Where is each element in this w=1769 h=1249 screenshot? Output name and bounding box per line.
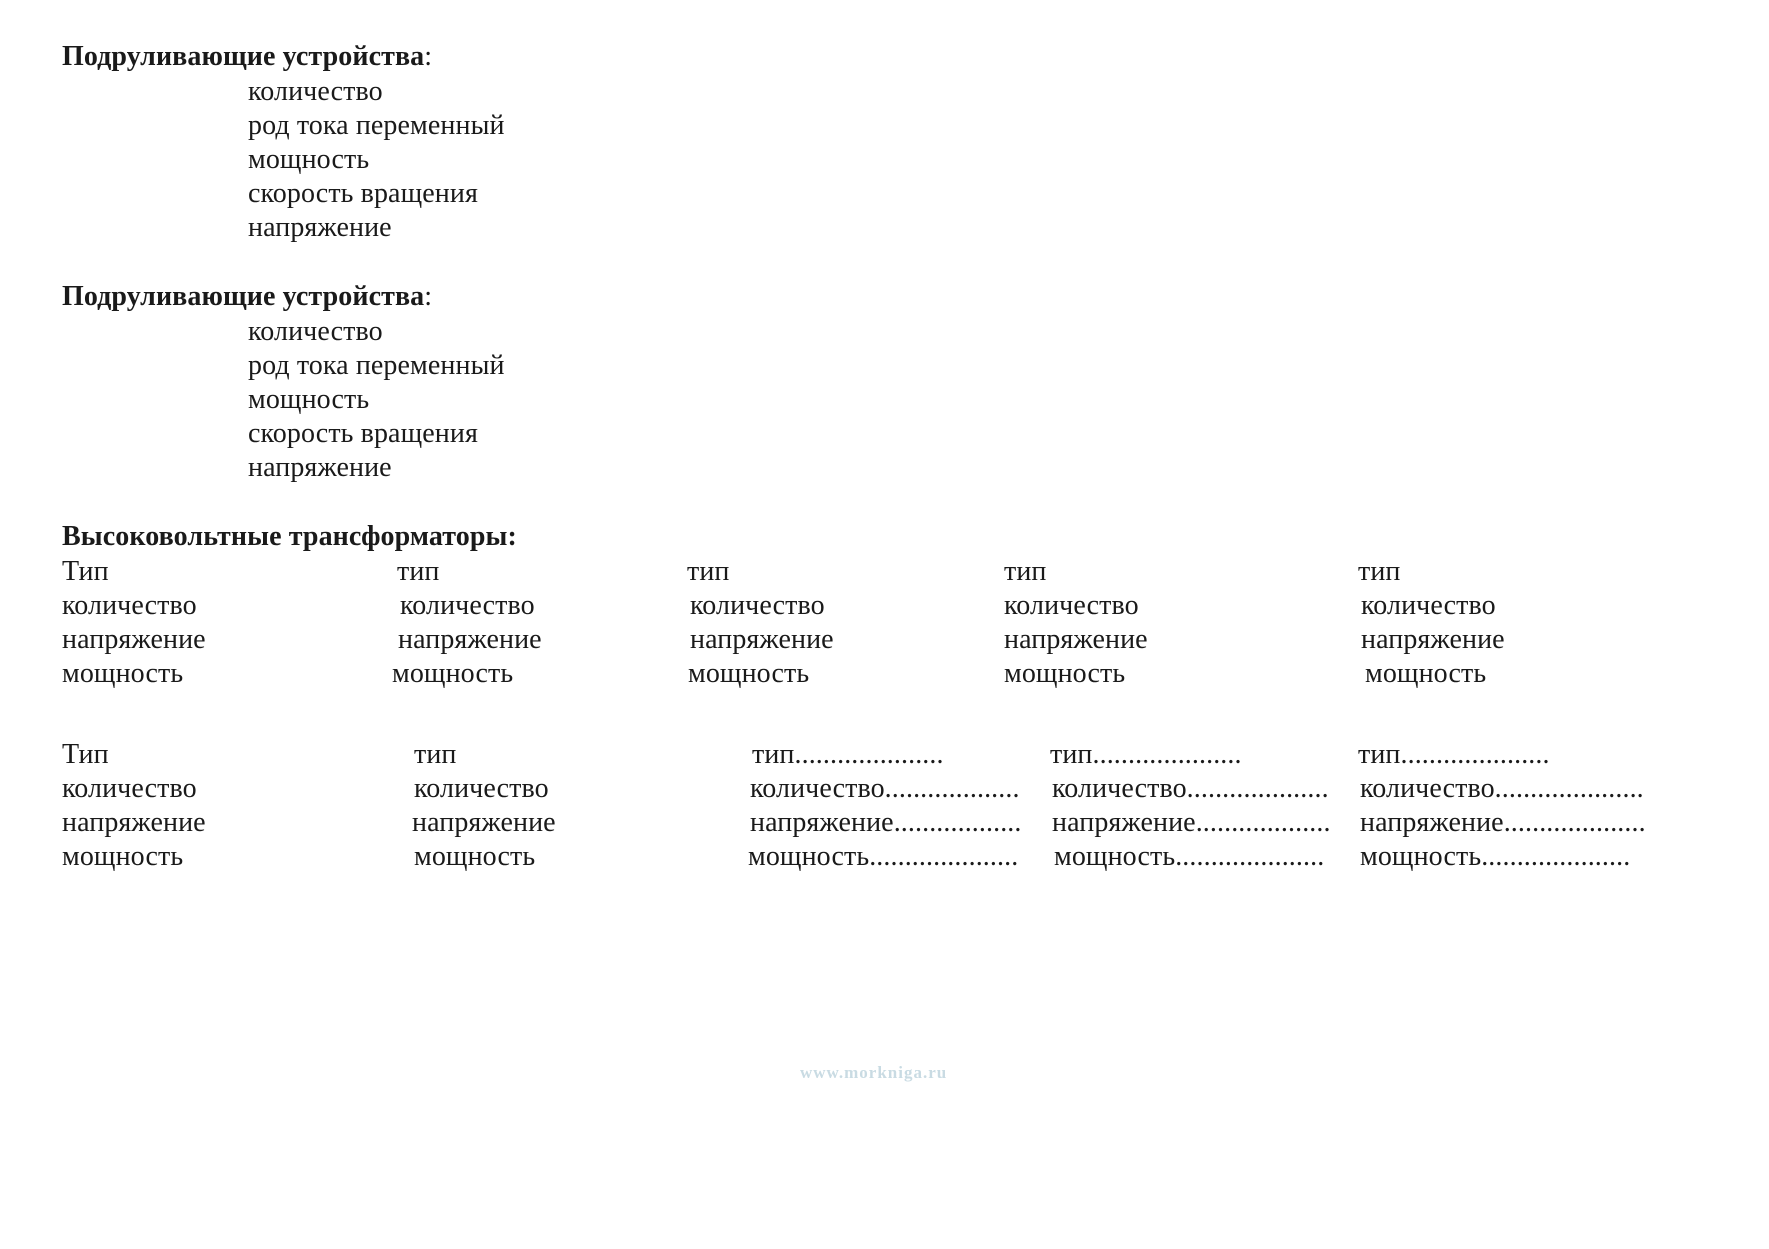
thrusters-1-item-current-type: род тока переменный (248, 110, 505, 141)
g2-c2-qty: количество (414, 773, 549, 804)
g2-c2-type: тип (414, 739, 457, 770)
g1-c4-qty: количество (1004, 590, 1139, 621)
g2-c3-type: тип..................... (752, 739, 944, 770)
g1-c3-voltage: напряжение (690, 624, 834, 655)
g1-c1-qty: количество (62, 590, 197, 621)
g1-c4-voltage: напряжение (1004, 624, 1148, 655)
g1-c5-power: мощность (1365, 658, 1487, 689)
thrusters-1-item-voltage: напряжение (248, 212, 392, 243)
g1-c3-type: тип (687, 556, 730, 587)
thrusters-1-item-quantity: количество (248, 76, 383, 107)
thrusters-heading-1: Подруливающие устройства: (62, 41, 433, 72)
g2-c4-voltage: напряжение................... (1052, 807, 1331, 838)
thrusters-1-item-rotation-speed: скорость вращения (248, 178, 478, 209)
g1-c5-qty: количество (1361, 590, 1496, 621)
g2-c4-type: тип..................... (1050, 739, 1242, 770)
g1-c1-voltage: напряжение (62, 624, 206, 655)
thrusters-2-item-voltage: напряжение (248, 452, 392, 483)
g2-c1-qty: количество (62, 773, 197, 804)
g2-c2-power: мощность (414, 841, 536, 872)
g2-c1-type: Тип (62, 739, 109, 770)
transformers-heading: Высоковольтные трансформаторы: (62, 521, 517, 552)
g2-c5-voltage: напряжение.................... (1360, 807, 1646, 838)
g1-c5-type: тип (1358, 556, 1401, 587)
watermark-text: www.morkniga.ru (800, 1063, 948, 1082)
g2-c1-voltage: напряжение (62, 807, 206, 838)
g1-c4-type: тип (1004, 556, 1047, 587)
g1-c3-qty: количество (690, 590, 825, 621)
g2-c4-power: мощность..................... (1054, 841, 1325, 872)
g2-c5-qty: количество..................... (1360, 773, 1644, 804)
g1-c1-power: мощность (62, 658, 184, 689)
g2-c3-qty: количество................... (750, 773, 1020, 804)
g2-c2-voltage: напряжение (412, 807, 556, 838)
thrusters-1-item-power: мощность (248, 144, 370, 175)
thrusters-2-item-current-type: род тока переменный (248, 350, 505, 381)
thrusters-2-item-rotation-speed: скорость вращения (248, 418, 478, 449)
g2-c4-qty: количество.................... (1052, 773, 1329, 804)
thrusters-2-item-power: мощность (248, 384, 370, 415)
g2-c1-power: мощность (62, 841, 184, 872)
g1-c2-qty: количество (400, 590, 535, 621)
thrusters-heading-2: Подруливающие устройства: (62, 281, 433, 312)
thrusters-2-item-quantity: количество (248, 316, 383, 347)
g1-c2-power: мощность (392, 658, 514, 689)
g2-c5-power: мощность..................... (1360, 841, 1631, 872)
g1-c5-voltage: напряжение (1361, 624, 1505, 655)
g1-c2-type: тип (397, 556, 440, 587)
g1-c1-type: Тип (62, 556, 109, 587)
g1-c3-power: мощность (688, 658, 810, 689)
g1-c4-power: мощность (1004, 658, 1126, 689)
g2-c3-voltage: напряжение.................. (750, 807, 1022, 838)
g1-c2-voltage: напряжение (398, 624, 542, 655)
g2-c5-type: тип..................... (1358, 739, 1550, 770)
g2-c3-power: мощность..................... (748, 841, 1019, 872)
